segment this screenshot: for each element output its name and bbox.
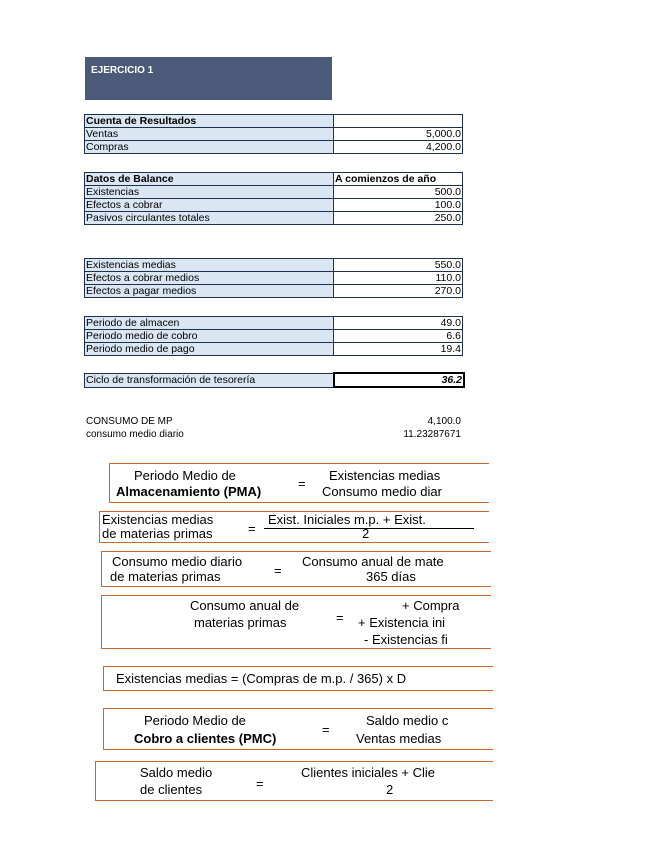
row-label: Compras [85, 141, 334, 154]
cycle-value: 36.2 [334, 373, 464, 387]
table-row [85, 141, 463, 154]
pmc-den: Ventas medias [356, 731, 442, 746]
table-row [85, 115, 463, 128]
pma-eq: = [298, 476, 306, 491]
table-row [85, 373, 465, 387]
em-num: Exist. Iniciales m.p. + Exist. [268, 512, 426, 527]
sm-line1: Saldo medio [140, 765, 213, 780]
cm-line2: de materias primas [110, 569, 221, 584]
formula-pma [109, 463, 489, 503]
formula-consumo-anual [101, 595, 491, 649]
income-header: Cuenta de Resultados [85, 115, 334, 128]
pmc-num: Saldo medio c [366, 713, 449, 728]
table-row [85, 330, 463, 343]
table-row [85, 173, 463, 186]
ca-eq: = [336, 610, 344, 625]
table-row [85, 186, 463, 199]
row-label: Periodo medio de pago [85, 343, 334, 356]
cycle-table [84, 372, 465, 388]
pmc-line1: Periodo Medio de [144, 713, 246, 728]
exercise-title: EJERCICIO 1 [85, 57, 332, 100]
cm-num: Consumo anual de mate [302, 554, 444, 569]
row-label: Existencias medias [85, 259, 334, 272]
formula-existencias-alt [103, 666, 493, 691]
pma-den: Consumo medio diar [322, 484, 442, 499]
sm-num: Clientes iniciales + Clie [301, 765, 436, 780]
row-value: 110.0 [334, 272, 463, 285]
em-line1: Existencias medias [102, 512, 214, 527]
ca-term1: + Compra [402, 598, 460, 613]
em-den: 2 [362, 526, 370, 541]
row-value: 49.0 [334, 317, 463, 330]
cm-line1: Consumo medio diario [112, 554, 243, 569]
income-header-value [334, 115, 463, 128]
balance-table [84, 172, 463, 225]
row-value: 100.0 [334, 199, 463, 212]
row-value: 4,200.0 [334, 141, 463, 154]
table-row [85, 343, 463, 356]
sm-den: 2 [386, 782, 394, 797]
table-row [85, 212, 463, 225]
ca-line2: materias primas [194, 615, 287, 630]
row-label: Ventas [85, 128, 334, 141]
pma-line1: Periodo Medio de [134, 468, 236, 483]
cm-eq: = [274, 563, 282, 578]
row-label: Existencias [85, 186, 334, 199]
table-row [85, 317, 463, 330]
row-label: Efectos a cobrar medios [85, 272, 334, 285]
consumo-mp-label: CONSUMO DE MP [86, 416, 173, 427]
row-value: 550.0 [334, 259, 463, 272]
row-value: 5,000.0 [334, 128, 463, 141]
ea-text: Existencias medias = (Compras de m.p. / 365) x D [116, 671, 407, 686]
em-line2: de materias primas [102, 526, 213, 541]
row-value: 250.0 [334, 212, 463, 225]
income-statement-table [84, 114, 463, 154]
em-eq: = [248, 521, 256, 536]
formula-existencias-medias [99, 511, 489, 543]
sm-line2: de clientes [140, 782, 203, 797]
formula-area [95, 455, 463, 797]
table-row [85, 199, 463, 212]
sm-eq: = [256, 776, 264, 791]
row-label: Periodo medio de cobro [85, 330, 334, 343]
formula-consumo-medio [101, 551, 491, 587]
averages-table [84, 258, 463, 298]
ca-term2: + Existencia ini [358, 615, 446, 630]
table-row [85, 272, 463, 285]
row-value: 6.6 [334, 330, 463, 343]
row-label: Periodo de almacen [85, 317, 334, 330]
ca-line1: Consumo anual de [190, 598, 300, 613]
balance-header-right: A comienzos de año [334, 173, 463, 186]
row-label: Efectos a cobrar [85, 199, 334, 212]
pmc-eq: = [322, 722, 330, 737]
table-row [85, 259, 463, 272]
pmc-line2: Cobro a clientes (PMC) [134, 731, 277, 746]
pma-num: Existencias medias [329, 468, 441, 483]
periods-table [84, 316, 463, 356]
consumo-diario-label: consumo medio diario [86, 429, 184, 440]
table-row [85, 285, 463, 298]
row-value: 500.0 [334, 186, 463, 199]
row-label: Pasivos circulantes totales [85, 212, 334, 225]
cm-den: 365 días [366, 569, 416, 584]
formula-saldo-medio [95, 761, 493, 801]
pma-line2: Almacenamiento (PMA) [116, 484, 262, 499]
table-row [85, 128, 463, 141]
consumo-diario-value: 11.23287671 [403, 429, 461, 440]
balance-header: Datos de Balance [85, 173, 334, 186]
cycle-label: Ciclo de transformación de tesorería [85, 373, 335, 387]
ca-term3: - Existencias fi [364, 632, 448, 647]
row-value: 270.0 [334, 285, 463, 298]
row-label: Efectos a pagar medios [85, 285, 334, 298]
consumo-mp-value: 4,100.0 [427, 416, 461, 427]
formula-pmc [103, 708, 493, 750]
row-value: 19.4 [334, 343, 463, 356]
